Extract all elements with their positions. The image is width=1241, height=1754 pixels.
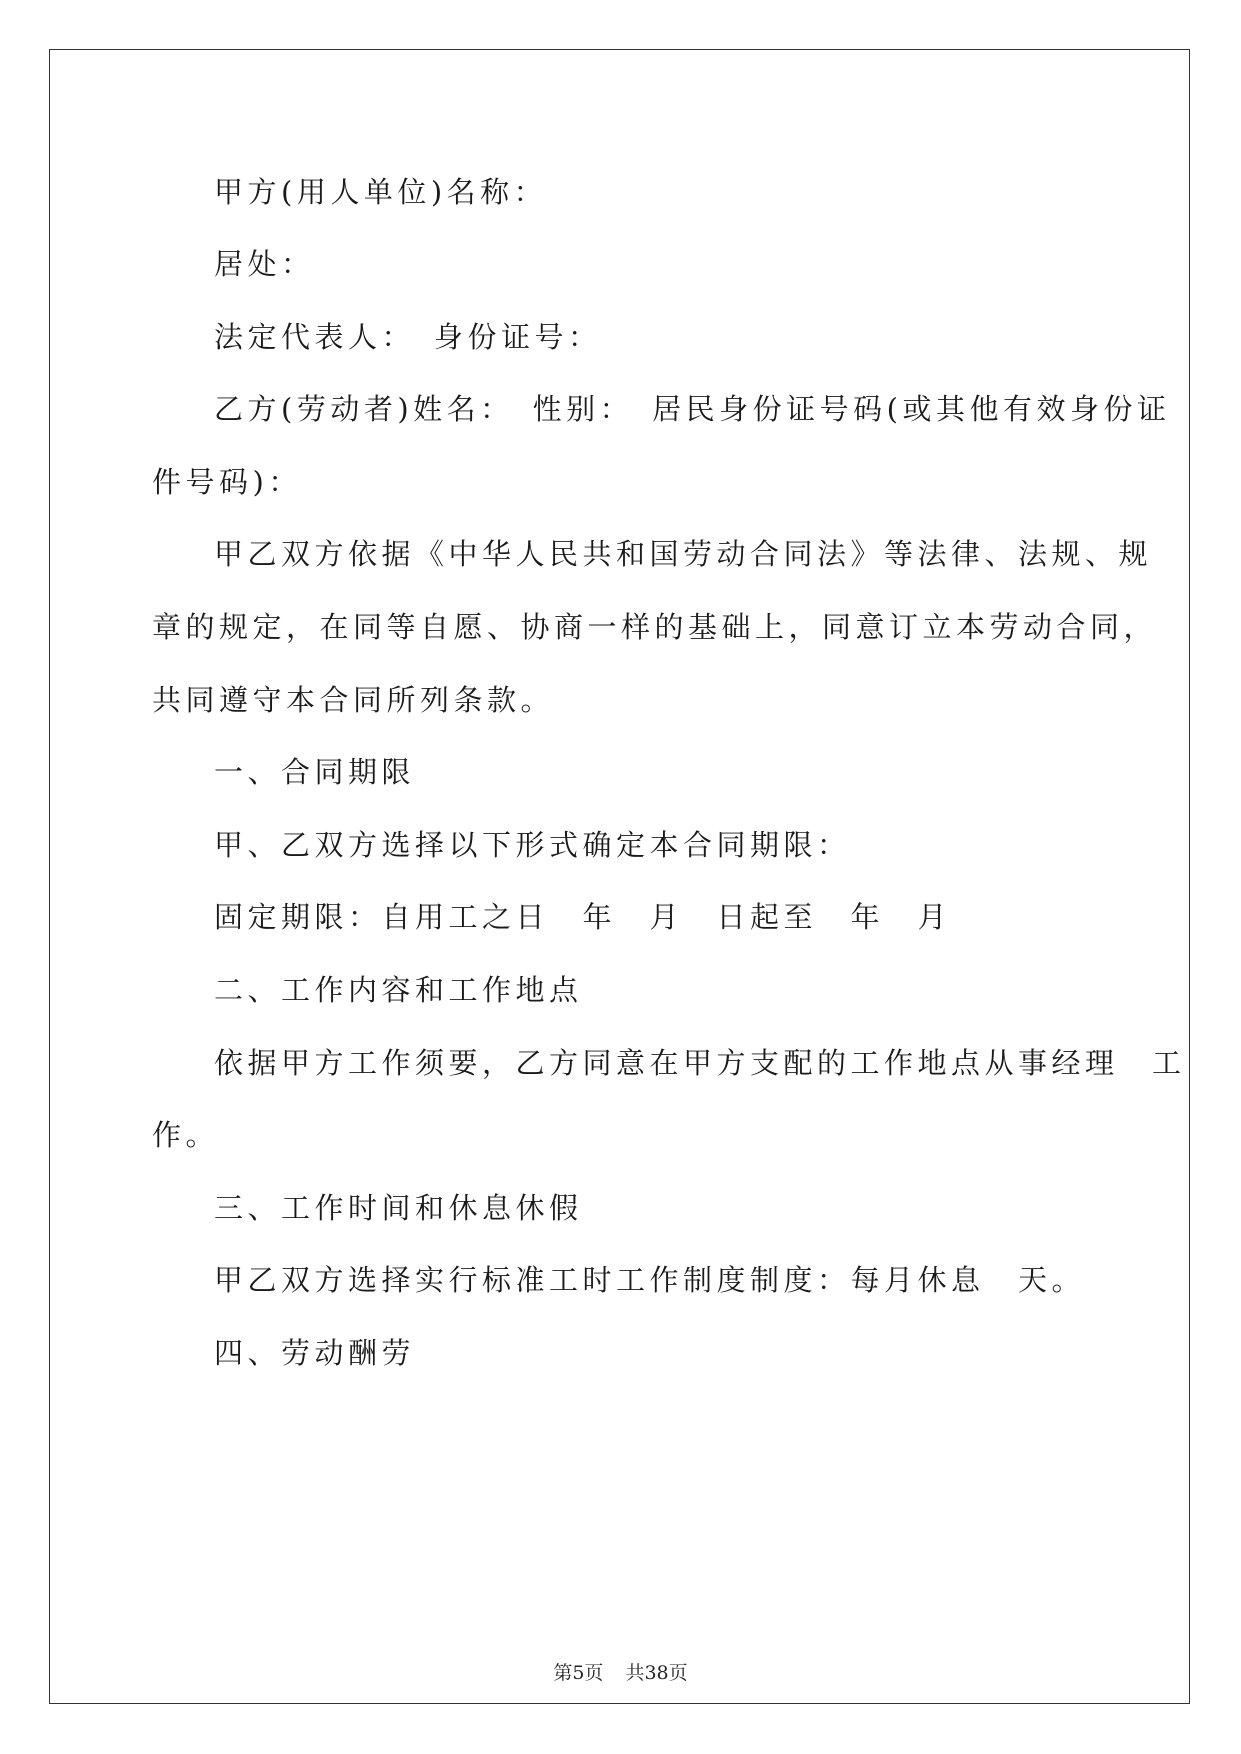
preamble-line-1: 甲乙双方依据《中华人民共和国劳动合同法》等法律、法规、规 <box>214 537 1153 571</box>
page-total: 共38页 <box>625 1662 688 1684</box>
term-intro-line: 甲、乙双方选择以下形式确定本合同期限： <box>214 828 851 862</box>
preamble-line-2: 章的规定，在同等自愿、协商一样的基础上，同意订立本劳动合同， <box>152 610 1158 644</box>
section-heading-3: 三、工作时间和休息休假 <box>214 1191 583 1225</box>
page-footer <box>0 1658 1241 1685</box>
address-line: 居处： <box>214 247 315 281</box>
fixed-term-line: 固定期限：自用工之日 年 月 日起至 年 月 <box>214 900 952 934</box>
working-hours-line: 甲乙双方选择实行标准工时工作制度制度：每月休息 天。 <box>214 1263 1086 1297</box>
party-b-line-cont: 件号码)： <box>152 465 302 499</box>
party-b-line: 乙方(劳动者)姓名： 性别： 居民身份证号码(或其他有效身份证 <box>214 392 1171 426</box>
preamble-line-3: 共同遵守本合同所列条款。 <box>152 683 555 717</box>
work-content-line-2: 作。 <box>152 1118 220 1152</box>
legal-rep-line: 法定代表人： 身份证号： <box>214 320 602 354</box>
section-heading-2: 二、工作内容和工作地点 <box>214 973 583 1007</box>
section-heading-1: 一、合同期限 <box>214 755 416 789</box>
work-content-line-1: 依据甲方工作须要，乙方同意在甲方支配的工作地点从事经理 工 <box>214 1046 1186 1080</box>
page-number: 第5页 <box>553 1662 604 1684</box>
section-heading-4: 四、劳动酬劳 <box>214 1336 416 1370</box>
party-a-name-line: 甲方(用人单位)名称： <box>214 175 548 209</box>
